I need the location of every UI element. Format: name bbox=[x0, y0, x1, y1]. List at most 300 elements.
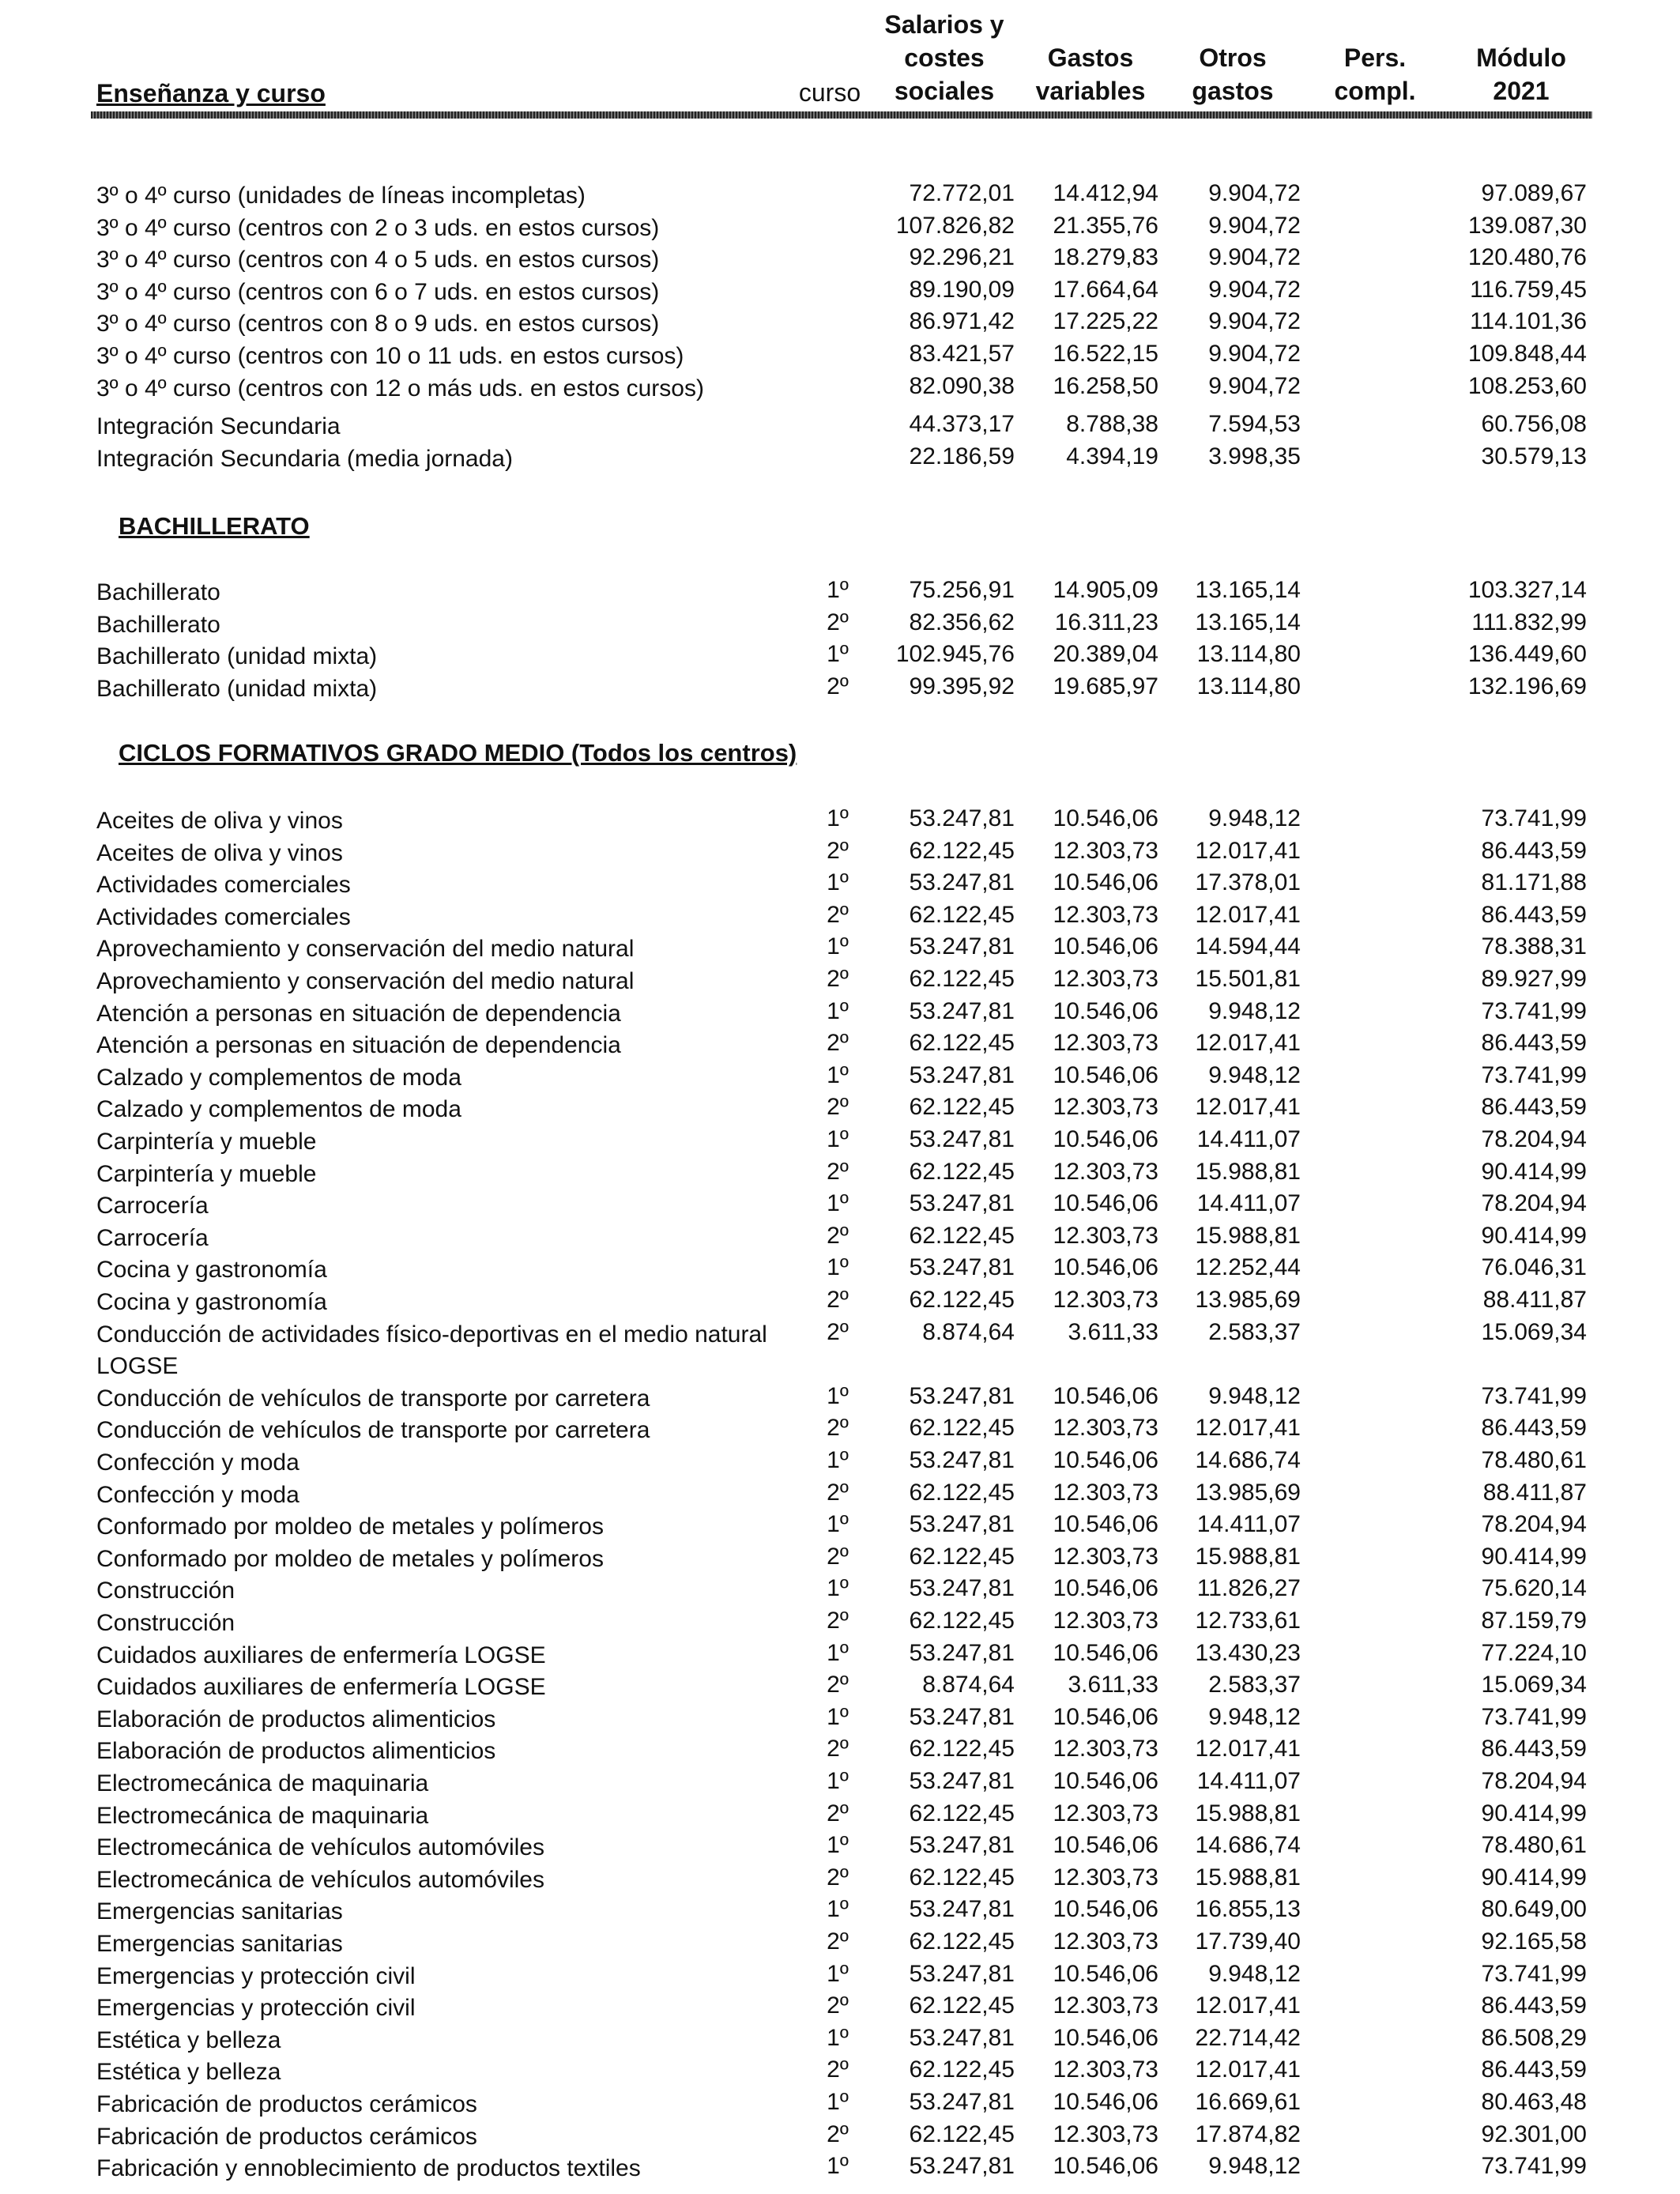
row-otros-gastos: 14.411,07 bbox=[1196, 1768, 1301, 1794]
row-modulo: 90.414,99 bbox=[1481, 1800, 1587, 1826]
row-name: Confección y moda bbox=[96, 1449, 299, 1476]
row-modulo: 88.411,87 bbox=[1482, 1479, 1587, 1506]
table-row bbox=[0, 1126, 1680, 1158]
row-salarios: 53.247,81 bbox=[909, 805, 1015, 831]
header-ensenanza: Enseñanza y curso bbox=[96, 79, 326, 107]
header-pers-line2: compl. bbox=[1334, 77, 1416, 105]
table-row bbox=[0, 244, 1680, 276]
row-otros-gastos: 13.985,69 bbox=[1195, 1479, 1301, 1506]
row-curso: 1º bbox=[827, 805, 849, 831]
row-modulo: 92.165,58 bbox=[1481, 1928, 1587, 1955]
row-modulo: 15.069,34 bbox=[1481, 1672, 1587, 1698]
row-curso: 1º bbox=[827, 2024, 849, 2051]
row-otros-gastos: 9.948,12 bbox=[1208, 1960, 1301, 1987]
row-gastos-variables: 10.546,06 bbox=[1053, 1511, 1158, 1538]
row-salarios: 62.122,45 bbox=[909, 1030, 1015, 1057]
table-row bbox=[0, 805, 1680, 837]
row-salarios: 89.190,09 bbox=[909, 276, 1015, 303]
row-curso: 1º bbox=[827, 869, 849, 896]
row-otros-gastos: 13.430,23 bbox=[1195, 1639, 1301, 1666]
row-modulo: 136.449,60 bbox=[1467, 641, 1587, 668]
header-salarios-line1: Salarios y bbox=[884, 10, 1004, 39]
row-name: Construcción bbox=[96, 1578, 235, 1604]
row-gastos-variables: 10.546,06 bbox=[1053, 1768, 1158, 1794]
table-row bbox=[0, 1640, 1680, 1672]
table-row bbox=[0, 1254, 1680, 1286]
row-salarios: 53.247,81 bbox=[909, 1896, 1015, 1923]
table-row bbox=[0, 1159, 1680, 1190]
table-row bbox=[0, 1575, 1680, 1607]
table-row bbox=[0, 373, 1680, 405]
row-curso: 1º bbox=[827, 1768, 849, 1794]
row-modulo: 60.756,08 bbox=[1481, 411, 1587, 438]
table-row bbox=[0, 2121, 1680, 2153]
row-name: Bachillerato (unidad mixta) bbox=[96, 643, 378, 670]
row-modulo: 86.443,59 bbox=[1481, 901, 1587, 928]
row-gastos-variables: 18.279,83 bbox=[1053, 244, 1158, 271]
row-salarios: 62.122,45 bbox=[909, 1864, 1015, 1891]
row-name: 3º o 4º curso (centros con 6 o 7 uds. en estos cursos) bbox=[96, 278, 660, 305]
row-salarios: 72.772,01 bbox=[909, 180, 1015, 206]
row-gastos-variables: 16.258,50 bbox=[1053, 372, 1158, 399]
row-salarios: 75.256,91 bbox=[909, 577, 1015, 603]
table-row bbox=[0, 577, 1680, 609]
table-row bbox=[0, 1447, 1680, 1479]
row-otros-gastos: 12.733,61 bbox=[1195, 1608, 1301, 1634]
row-modulo: 139.087,30 bbox=[1467, 212, 1587, 239]
table-row bbox=[0, 1544, 1680, 1575]
row-modulo: 76.046,31 bbox=[1481, 1254, 1587, 1281]
table-row bbox=[0, 1608, 1680, 1639]
row-otros-gastos: 12.017,41 bbox=[1195, 1992, 1301, 2019]
row-gastos-variables: 10.546,06 bbox=[1053, 1447, 1158, 1473]
row-salarios: 62.122,45 bbox=[909, 2120, 1015, 2147]
row-gastos-variables: 12.303,73 bbox=[1053, 1608, 1158, 1634]
table-row bbox=[0, 2025, 1680, 2056]
row-curso: 2º bbox=[827, 673, 849, 699]
row-otros-gastos: 12.017,41 bbox=[1195, 1415, 1301, 1442]
table-row bbox=[0, 902, 1680, 933]
row-salarios: 53.247,81 bbox=[909, 1511, 1015, 1538]
row-name: Actividades comerciales bbox=[96, 903, 351, 930]
row-gastos-variables: 10.546,06 bbox=[1053, 1126, 1158, 1152]
row-name: Confección y moda bbox=[96, 1481, 299, 1508]
row-otros-gastos: 14.411,07 bbox=[1196, 1126, 1301, 1152]
row-otros-gastos: 12.252,44 bbox=[1195, 1254, 1301, 1281]
row-modulo: 73.741,99 bbox=[1481, 997, 1587, 1024]
row-modulo: 108.253,60 bbox=[1467, 372, 1587, 399]
row-name: Actividades comerciales bbox=[96, 872, 351, 899]
row-otros-gastos: 9.904,72 bbox=[1208, 212, 1301, 239]
row-curso: 2º bbox=[827, 1318, 849, 1345]
row-modulo: 78.204,94 bbox=[1481, 1768, 1587, 1794]
row-otros-gastos: 14.411,07 bbox=[1196, 1511, 1301, 1538]
row-name: Cocina y gastronomía bbox=[96, 1257, 327, 1284]
row-otros-gastos: 9.904,72 bbox=[1208, 180, 1301, 206]
table-row bbox=[0, 1896, 1680, 1928]
row-otros-gastos: 13.165,14 bbox=[1195, 609, 1301, 635]
row-otros-gastos: 9.948,12 bbox=[1208, 997, 1301, 1024]
row-name: Estética y belleza bbox=[96, 2026, 281, 2053]
row-modulo: 73.741,99 bbox=[1481, 2153, 1587, 2180]
header-modulo bbox=[1462, 41, 1580, 107]
row-name: Conducción de vehículos de transporte por carretera bbox=[96, 1385, 650, 1412]
row-name: Emergencias y protección civil bbox=[96, 1962, 416, 1989]
row-salarios: 53.247,81 bbox=[909, 1382, 1015, 1409]
row-gastos-variables: 19.685,97 bbox=[1053, 673, 1158, 699]
row-modulo: 78.204,94 bbox=[1481, 1190, 1587, 1217]
row-modulo: 73.741,99 bbox=[1481, 1061, 1587, 1088]
row-curso: 1º bbox=[827, 1639, 849, 1666]
row-name: Aceites de oliva y vinos bbox=[96, 839, 343, 866]
row-modulo: 86.443,59 bbox=[1481, 1736, 1587, 1762]
row-otros-gastos: 15.501,81 bbox=[1195, 966, 1301, 992]
header-otros-line1: Otros bbox=[1199, 43, 1267, 72]
row-otros-gastos: 17.874,82 bbox=[1195, 2120, 1301, 2147]
row-name: Carpintería y mueble bbox=[96, 1129, 317, 1155]
row-salarios: 62.122,45 bbox=[909, 2056, 1015, 2083]
row-salarios: 86.971,42 bbox=[909, 308, 1015, 335]
row-curso: 1º bbox=[827, 641, 849, 668]
row-gastos-variables: 3.611,33 bbox=[1068, 1672, 1158, 1698]
row-gastos-variables: 12.303,73 bbox=[1053, 1800, 1158, 1826]
row-curso: 2º bbox=[827, 1736, 849, 1762]
row-name: Integración Secundaria (media jornada) bbox=[96, 445, 513, 472]
row-name: Fabricación de productos cerámicos bbox=[96, 2123, 477, 2150]
row-otros-gastos: 7.594,53 bbox=[1208, 411, 1301, 438]
row-curso: 1º bbox=[827, 1575, 849, 1602]
row-curso: 2º bbox=[827, 1800, 849, 1826]
row-salarios: 53.247,81 bbox=[909, 2089, 1015, 2115]
row-gastos-variables: 10.546,06 bbox=[1053, 1960, 1158, 1987]
row-gastos-variables: 12.303,73 bbox=[1053, 1287, 1158, 1313]
row-modulo: 78.204,94 bbox=[1481, 1126, 1587, 1152]
row-salarios: 62.122,45 bbox=[909, 1415, 1015, 1442]
row-curso: 1º bbox=[827, 933, 849, 960]
row-gastos-variables: 17.225,22 bbox=[1053, 308, 1158, 335]
header-gastos-line2: variables bbox=[1035, 77, 1146, 105]
row-salarios: 62.122,45 bbox=[909, 1608, 1015, 1634]
row-curso: 2º bbox=[827, 1864, 849, 1891]
row-salarios: 62.122,45 bbox=[909, 1287, 1015, 1313]
table-row bbox=[0, 1864, 1680, 1896]
row-salarios: 53.247,81 bbox=[909, 1061, 1015, 1088]
row-modulo: 78.388,31 bbox=[1481, 933, 1587, 960]
row-gastos-variables: 12.303,73 bbox=[1053, 1415, 1158, 1442]
row-salarios: 53.247,81 bbox=[909, 1126, 1015, 1152]
row-curso: 2º bbox=[827, 1415, 849, 1442]
row-otros-gastos: 9.904,72 bbox=[1208, 372, 1301, 399]
row-salarios: 53.247,81 bbox=[909, 869, 1015, 896]
row-curso: 2º bbox=[827, 1992, 849, 2019]
table-row bbox=[0, 1094, 1680, 1125]
row-modulo: 92.301,00 bbox=[1481, 2120, 1587, 2147]
table-row bbox=[0, 443, 1680, 475]
table-row bbox=[0, 1383, 1680, 1415]
table-row bbox=[0, 1736, 1680, 1767]
row-name: Conducción de actividades físico-deportivas en el medio natural LOGSE bbox=[96, 1321, 767, 1379]
row-gastos-variables: 10.546,06 bbox=[1053, 1575, 1158, 1602]
row-salarios: 62.122,45 bbox=[909, 1222, 1015, 1249]
table-row bbox=[0, 838, 1680, 869]
header-gastos-variables bbox=[1027, 41, 1154, 107]
row-name: Electromecánica de vehículos automóviles bbox=[96, 1834, 544, 1861]
table-row bbox=[0, 1961, 1680, 1992]
row-salarios: 53.247,81 bbox=[909, 1190, 1015, 1217]
row-modulo: 90.414,99 bbox=[1481, 1864, 1587, 1891]
row-otros-gastos: 9.904,72 bbox=[1208, 341, 1301, 367]
row-otros-gastos: 17.378,01 bbox=[1195, 869, 1301, 896]
header-pers-line1: Pers. bbox=[1343, 43, 1407, 72]
table-row bbox=[0, 213, 1680, 244]
row-name: Cuidados auxiliares de enfermería LOGSE bbox=[96, 1642, 546, 1668]
row-gastos-variables: 10.546,06 bbox=[1053, 1254, 1158, 1281]
header-rule bbox=[91, 111, 1592, 119]
row-otros-gastos: 12.017,41 bbox=[1195, 837, 1301, 864]
row-curso: 1º bbox=[827, 577, 849, 603]
row-gastos-variables: 10.546,06 bbox=[1053, 1190, 1158, 1217]
row-gastos-variables: 16.311,23 bbox=[1054, 609, 1158, 635]
row-salarios: 53.247,81 bbox=[909, 997, 1015, 1024]
row-otros-gastos: 11.826,27 bbox=[1196, 1575, 1301, 1602]
row-salarios: 82.356,62 bbox=[909, 609, 1015, 635]
row-modulo: 90.414,99 bbox=[1481, 1158, 1587, 1185]
row-modulo: 90.414,99 bbox=[1481, 1222, 1587, 1249]
row-otros-gastos: 9.948,12 bbox=[1208, 1382, 1301, 1409]
row-gastos-variables: 4.394,19 bbox=[1066, 443, 1158, 469]
row-name: Elaboración de productos alimenticios bbox=[96, 1706, 496, 1732]
row-gastos-variables: 12.303,73 bbox=[1053, 1543, 1158, 1570]
row-salarios: 53.247,81 bbox=[909, 1703, 1015, 1730]
table-row bbox=[0, 1832, 1680, 1864]
row-gastos-variables: 12.303,73 bbox=[1053, 901, 1158, 928]
row-name: Emergencias y protección civil bbox=[96, 1995, 416, 2022]
row-gastos-variables: 12.303,73 bbox=[1053, 1158, 1158, 1185]
row-name: Carpintería y mueble bbox=[96, 1160, 317, 1187]
row-name: Electromecánica de vehículos automóviles bbox=[96, 1866, 544, 1893]
row-curso: 2º bbox=[827, 1222, 849, 1249]
row-name: Electromecánica de maquinaria bbox=[96, 1802, 429, 1829]
row-name: Emergencias sanitarias bbox=[96, 1898, 343, 1925]
row-otros-gastos: 22.714,42 bbox=[1195, 2024, 1301, 2051]
row-gastos-variables: 12.303,73 bbox=[1053, 966, 1158, 992]
row-name: 3º o 4º curso (unidades de líneas incompletas) bbox=[96, 183, 586, 209]
row-curso: 2º bbox=[827, 1608, 849, 1634]
table-row bbox=[0, 641, 1680, 673]
row-gastos-variables: 10.546,06 bbox=[1053, 1639, 1158, 1666]
row-modulo: 73.741,99 bbox=[1481, 1703, 1587, 1730]
row-gastos-variables: 10.546,06 bbox=[1053, 933, 1158, 960]
row-salarios: 62.122,45 bbox=[909, 966, 1015, 992]
row-gastos-variables: 14.412,94 bbox=[1053, 180, 1158, 206]
table-row bbox=[0, 1318, 1680, 1379]
row-name: Bachillerato (unidad mixta) bbox=[96, 675, 378, 702]
row-modulo: 78.480,61 bbox=[1481, 1447, 1587, 1473]
row-salarios: 62.122,45 bbox=[909, 1800, 1015, 1826]
header-modulo-line1: Módulo bbox=[1476, 43, 1566, 72]
row-otros-gastos: 12.017,41 bbox=[1195, 901, 1301, 928]
row-name: Conformado por moldeo de metales y polímeros bbox=[96, 1514, 604, 1540]
row-gastos-variables: 12.303,73 bbox=[1053, 1928, 1158, 1955]
row-otros-gastos: 15.988,81 bbox=[1195, 1864, 1301, 1891]
row-modulo: 89.927,99 bbox=[1481, 966, 1587, 992]
row-modulo: 103.327,14 bbox=[1467, 577, 1587, 603]
row-gastos-variables: 14.905,09 bbox=[1053, 577, 1158, 603]
row-otros-gastos: 13.165,14 bbox=[1195, 577, 1301, 603]
row-curso: 1º bbox=[827, 1061, 849, 1088]
row-name: 3º o 4º curso (centros con 2 o 3 uds. en estos cursos) bbox=[96, 214, 660, 241]
row-salarios: 62.122,45 bbox=[909, 1736, 1015, 1762]
section-title: CICLOS FORMATIVOS GRADO MEDIO (Todos los centros) bbox=[119, 739, 797, 767]
row-curso: 2º bbox=[827, 966, 849, 992]
row-salarios: 53.247,81 bbox=[909, 1254, 1015, 1281]
row-modulo: 109.848,44 bbox=[1467, 341, 1587, 367]
row-name: Elaboración de productos alimenticios bbox=[96, 1738, 496, 1765]
row-modulo: 86.508,29 bbox=[1481, 2024, 1587, 2051]
row-salarios: 53.247,81 bbox=[909, 2153, 1015, 2180]
row-gastos-variables: 12.303,73 bbox=[1053, 2056, 1158, 2083]
row-modulo: 73.741,99 bbox=[1481, 1382, 1587, 1409]
row-modulo: 87.159,79 bbox=[1481, 1608, 1587, 1634]
row-name: Atención a personas en situación de dependencia bbox=[96, 1000, 621, 1027]
table-row bbox=[0, 1480, 1680, 1511]
row-gastos-variables: 10.546,06 bbox=[1053, 2153, 1158, 2180]
row-curso: 2º bbox=[827, 609, 849, 635]
row-salarios: 53.247,81 bbox=[909, 2024, 1015, 2051]
row-salarios: 99.395,92 bbox=[909, 673, 1015, 699]
header-otros-line2: gastos bbox=[1192, 77, 1274, 105]
row-otros-gastos: 17.739,40 bbox=[1195, 1928, 1301, 1955]
row-modulo: 111.832,99 bbox=[1471, 609, 1587, 635]
row-curso: 1º bbox=[827, 2089, 849, 2115]
row-curso: 1º bbox=[827, 2153, 849, 2180]
row-otros-gastos: 13.985,69 bbox=[1195, 1287, 1301, 1313]
header-salarios-line2: costes bbox=[904, 43, 985, 72]
table-row bbox=[0, 966, 1680, 997]
row-otros-gastos: 9.904,72 bbox=[1208, 276, 1301, 303]
row-otros-gastos: 13.114,80 bbox=[1196, 641, 1301, 668]
table-row bbox=[0, 2153, 1680, 2185]
row-gastos-variables: 12.303,73 bbox=[1053, 1222, 1158, 1249]
header-otros-gastos bbox=[1177, 41, 1288, 107]
row-curso: 2º bbox=[827, 901, 849, 928]
table-row bbox=[0, 869, 1680, 901]
row-curso: 1º bbox=[827, 1511, 849, 1538]
row-gastos-variables: 8.788,38 bbox=[1066, 411, 1158, 438]
table-row bbox=[0, 1415, 1680, 1446]
row-salarios: 62.122,45 bbox=[909, 1543, 1015, 1570]
row-otros-gastos: 2.583,37 bbox=[1208, 1318, 1301, 1345]
table-row bbox=[0, 1190, 1680, 1222]
row-salarios: 62.122,45 bbox=[909, 1158, 1015, 1185]
row-gastos-variables: 10.546,06 bbox=[1053, 1896, 1158, 1923]
row-salarios: 53.247,81 bbox=[909, 1639, 1015, 1666]
row-modulo: 73.741,99 bbox=[1481, 805, 1587, 831]
row-otros-gastos: 9.904,72 bbox=[1208, 244, 1301, 271]
table-row bbox=[0, 1800, 1680, 1832]
header-modulo-line2: 2021 bbox=[1493, 77, 1550, 105]
row-name: Conducción de vehículos de transporte por carretera bbox=[96, 1417, 650, 1444]
row-salarios: 62.122,45 bbox=[909, 1094, 1015, 1121]
row-otros-gastos: 9.948,12 bbox=[1208, 1061, 1301, 1088]
table-row bbox=[0, 308, 1680, 340]
row-name: 3º o 4º curso (centros con 10 o 11 uds. en estos cursos) bbox=[96, 343, 684, 369]
row-gastos-variables: 12.303,73 bbox=[1053, 1992, 1158, 2019]
row-otros-gastos: 13.114,80 bbox=[1196, 673, 1301, 699]
row-curso: 2º bbox=[827, 1543, 849, 1570]
table-row bbox=[0, 180, 1680, 212]
row-name: Calzado y complementos de moda bbox=[96, 1064, 461, 1091]
row-name: Cuidados auxiliares de enfermería LOGSE bbox=[96, 1674, 546, 1701]
row-otros-gastos: 15.988,81 bbox=[1195, 1543, 1301, 1570]
row-gastos-variables: 10.546,06 bbox=[1053, 997, 1158, 1024]
row-curso: 2º bbox=[827, 1479, 849, 1506]
row-otros-gastos: 15.988,81 bbox=[1195, 1222, 1301, 1249]
row-modulo: 97.089,67 bbox=[1481, 180, 1587, 206]
row-curso: 2º bbox=[827, 2056, 849, 2083]
row-modulo: 86.443,59 bbox=[1481, 1992, 1587, 2019]
row-modulo: 80.463,48 bbox=[1481, 2089, 1587, 2115]
row-salarios: 83.421,57 bbox=[909, 341, 1015, 367]
row-otros-gastos: 16.669,61 bbox=[1195, 2089, 1301, 2115]
row-modulo: 15.069,34 bbox=[1481, 1318, 1587, 1345]
row-name: Calzado y complementos de moda bbox=[96, 1096, 461, 1123]
row-name: Estética y belleza bbox=[96, 2059, 281, 2086]
row-otros-gastos: 3.998,35 bbox=[1208, 443, 1301, 469]
row-modulo: 114.101,36 bbox=[1470, 308, 1587, 335]
header-salarios bbox=[865, 8, 1023, 107]
row-name: 3º o 4º curso (centros con 12 o más uds. en estos cursos) bbox=[96, 375, 704, 401]
row-gastos-variables: 17.664,64 bbox=[1053, 276, 1158, 303]
row-salarios: 62.122,45 bbox=[909, 1992, 1015, 2019]
row-modulo: 116.759,45 bbox=[1470, 276, 1587, 303]
row-salarios: 107.826,82 bbox=[895, 212, 1015, 239]
row-curso: 1º bbox=[827, 1254, 849, 1281]
row-modulo: 30.579,13 bbox=[1481, 443, 1587, 469]
row-modulo: 86.443,59 bbox=[1481, 1094, 1587, 1121]
row-gastos-variables: 21.355,76 bbox=[1053, 212, 1158, 239]
row-modulo: 86.443,59 bbox=[1481, 1415, 1587, 1442]
row-curso: 1º bbox=[827, 1447, 849, 1473]
table-row bbox=[0, 1672, 1680, 1703]
row-salarios: 8.874,64 bbox=[922, 1672, 1015, 1698]
row-gastos-variables: 3.611,33 bbox=[1068, 1318, 1158, 1345]
row-curso: 1º bbox=[827, 1703, 849, 1730]
table-row bbox=[0, 2056, 1680, 2088]
row-curso: 1º bbox=[827, 1190, 849, 1217]
row-gastos-variables: 12.303,73 bbox=[1053, 837, 1158, 864]
row-salarios: 92.296,21 bbox=[909, 244, 1015, 271]
row-modulo: 73.741,99 bbox=[1481, 1960, 1587, 1987]
row-salarios: 62.122,45 bbox=[909, 837, 1015, 864]
table-row bbox=[0, 341, 1680, 372]
header-curso: curso bbox=[798, 78, 861, 107]
row-otros-gastos: 14.686,74 bbox=[1195, 1832, 1301, 1859]
row-name: Fabricación y ennoblecimiento de productos textiles bbox=[96, 2155, 641, 2182]
row-salarios: 82.090,38 bbox=[909, 372, 1015, 399]
row-name: 3º o 4º curso (centros con 8 o 9 uds. en estos cursos) bbox=[96, 311, 660, 337]
row-salarios: 53.247,81 bbox=[909, 933, 1015, 960]
row-curso: 2º bbox=[827, 2120, 849, 2147]
row-curso: 2º bbox=[827, 1928, 849, 1955]
row-salarios: 22.186,59 bbox=[909, 443, 1015, 469]
row-name: Bachillerato bbox=[96, 579, 220, 605]
table-row bbox=[0, 277, 1680, 308]
row-otros-gastos: 2.583,37 bbox=[1208, 1672, 1301, 1698]
row-name: Carrocería bbox=[96, 1224, 209, 1251]
section-title: BACHILLERATO bbox=[119, 512, 310, 540]
row-gastos-variables: 12.303,73 bbox=[1053, 1736, 1158, 1762]
